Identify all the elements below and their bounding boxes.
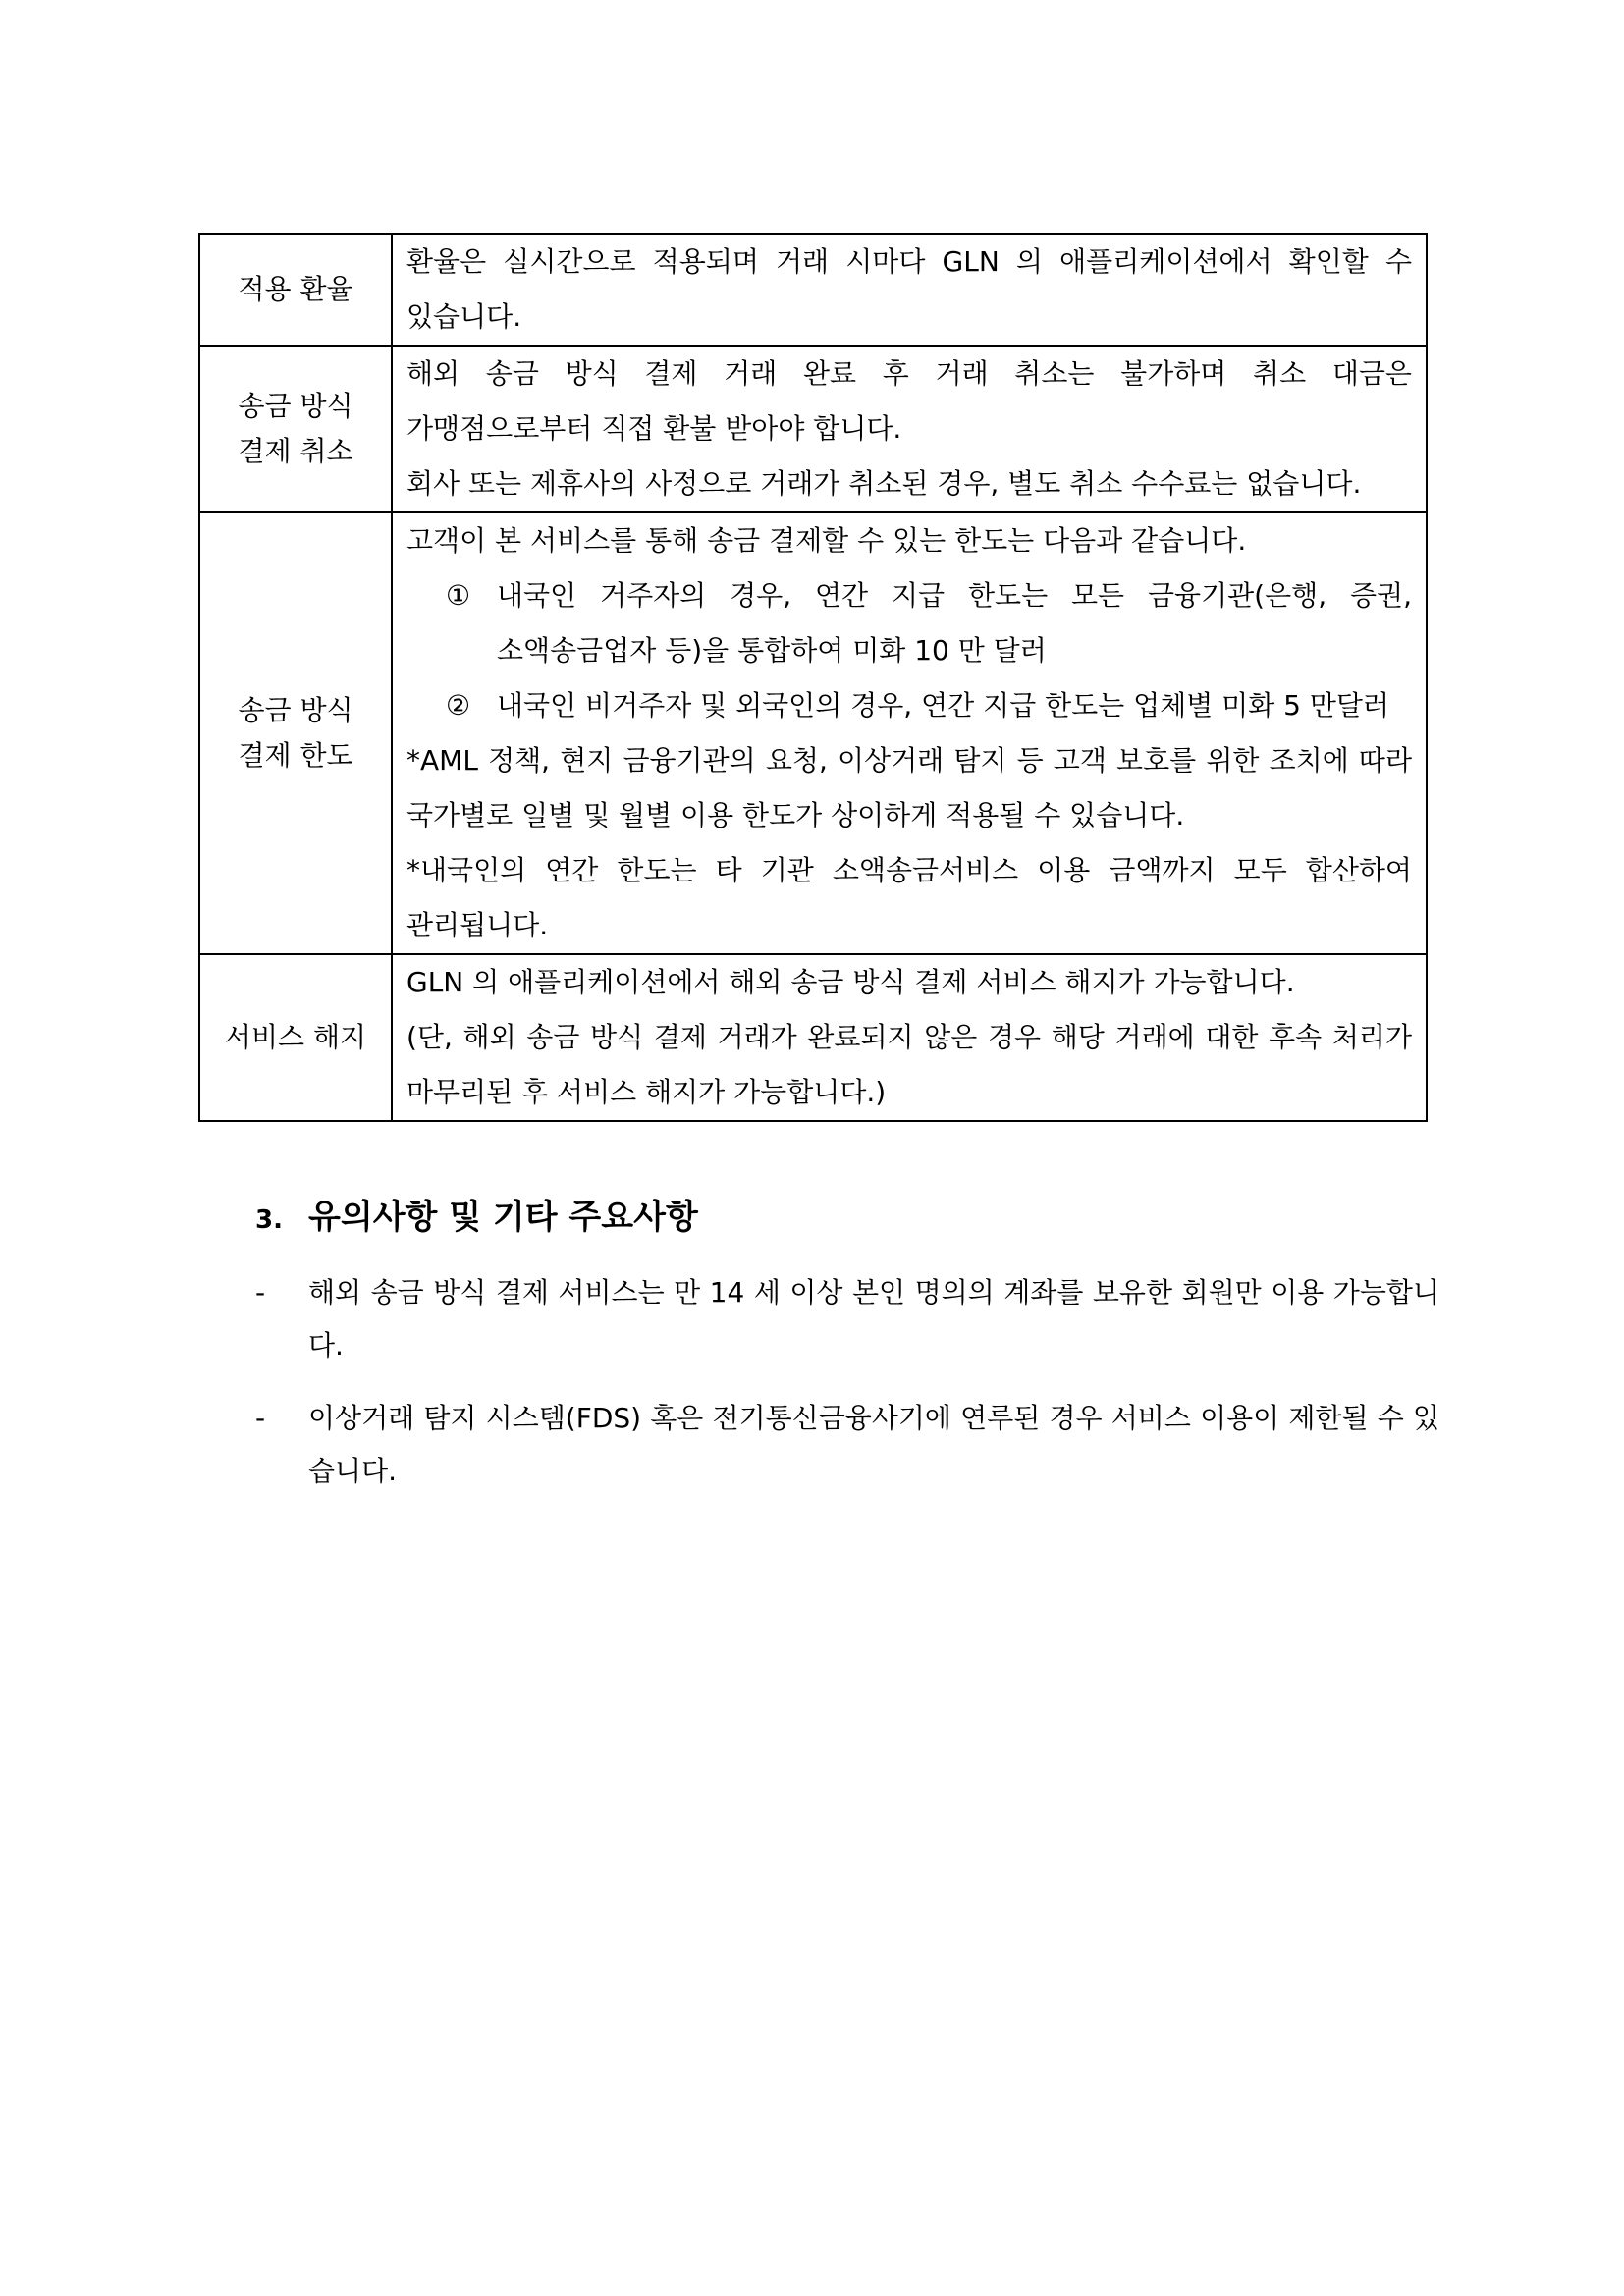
table-row-service-termination — [199, 954, 1427, 1121]
content-line: *AML 정책, 현지 금융기관의 요청, 이상거래 탐지 등 고객 보호를 위한 조치에 따라 — [406, 744, 1412, 776]
list-item-text: 이상거래 탐지 시스템(FDS) 혹은 전기통신금융사기에 연루된 경우 서비스 이용이 제한될 수 있습니다. — [308, 1402, 1439, 1487]
row-content-service-termination — [392, 954, 1427, 1121]
table-row-exchange-rate — [199, 234, 1427, 346]
section-title: 유의사항 및 기타 주요사항 — [308, 1198, 698, 1237]
content-line: 해외 송금 방식 결제 거래 완료 후 거래 취소는 불가하며 취소 대금은 — [406, 357, 1412, 390]
notice-list — [255, 1266, 1439, 1518]
row-content-payment-limit — [392, 512, 1427, 954]
bullet-dash: - — [255, 1402, 266, 1434]
item-text: 내국인 거주자의 경우, 연간 지급 한도는 모든 금융기관(은행, 증권, — [497, 579, 1412, 612]
row-label-exchange-rate — [199, 234, 392, 346]
content-line: 있습니다. — [406, 300, 522, 333]
row-label-service-termination — [199, 954, 392, 1121]
terms-table — [198, 233, 1428, 1122]
content-line: 가맹점으로부터 직접 환불 받아야 합니다. — [406, 412, 902, 445]
row-label-payment-limit — [199, 512, 392, 954]
row-label-line: 서비스 해지 — [224, 1021, 367, 1053]
row-label-line: 송금 방식 — [238, 390, 353, 422]
content-line: 고객이 본 서비스를 통해 송금 결제할 수 있는 한도는 다음과 같습니다. — [406, 524, 1247, 557]
list-item — [255, 1392, 1439, 1498]
content-line: 환율은 실시간으로 적용되며 거래 시마다 GLN 의 애플리케이션에서 확인할 수 — [406, 245, 1412, 278]
limit-item-nonresident — [406, 678, 1412, 733]
row-label-line: 결제 한도 — [238, 739, 353, 772]
content-line: (단, 해외 송금 방식 결제 거래가 완료되지 않은 경우 해당 거래에 대한 후속 처리가 — [406, 1021, 1412, 1053]
table-row-payment-cancel — [199, 346, 1427, 512]
content-line: 관리됩니다. — [406, 909, 549, 941]
row-label-line: 적용 환율 — [238, 273, 353, 305]
content-line: GLN 의 애플리케이션에서 해외 송금 방식 결제 서비스 해지가 가능합니다. — [406, 966, 1295, 998]
row-label-line: 송금 방식 — [238, 694, 353, 726]
row-label-payment-cancel — [199, 346, 392, 512]
table-row-payment-limit — [199, 512, 1427, 954]
item-number: ② — [446, 689, 471, 721]
list-item-text: 해외 송금 방식 결제 서비스는 만 14 세 이상 본인 명의의 계좌를 보유한 회원만 이용 가능합니다. — [308, 1276, 1439, 1362]
limit-item-resident — [406, 568, 1412, 623]
row-content-exchange-rate — [392, 234, 1427, 346]
content-line: *내국인의 연간 한도는 타 기관 소액송금서비스 이용 금액까지 모두 합산하여 — [406, 854, 1412, 886]
row-label-line: 결제 취소 — [238, 435, 353, 467]
section-heading — [255, 1190, 698, 1248]
section-number: 3. — [255, 1205, 283, 1235]
item-number: ① — [446, 579, 471, 612]
bullet-dash: - — [255, 1276, 266, 1308]
content-line: 회사 또는 제휴사의 사정으로 거래가 취소된 경우, 별도 취소 수수료는 없습니다. — [406, 467, 1362, 500]
limit-item-resident-cont: 소액송금업자 등)을 통합하여 미화 10 만 달러 — [497, 634, 1047, 667]
content-line: 마무리된 후 서비스 해지가 가능합니다.) — [406, 1076, 887, 1108]
list-item — [255, 1266, 1439, 1372]
row-content-payment-cancel — [392, 346, 1427, 512]
content-line: 국가별로 일별 및 월별 이용 한도가 상이하게 적용될 수 있습니다. — [406, 799, 1185, 831]
item-text: 내국인 비거주자 및 외국인의 경우, 연간 지급 한도는 업체별 미화 5 만달러 — [497, 689, 1390, 721]
